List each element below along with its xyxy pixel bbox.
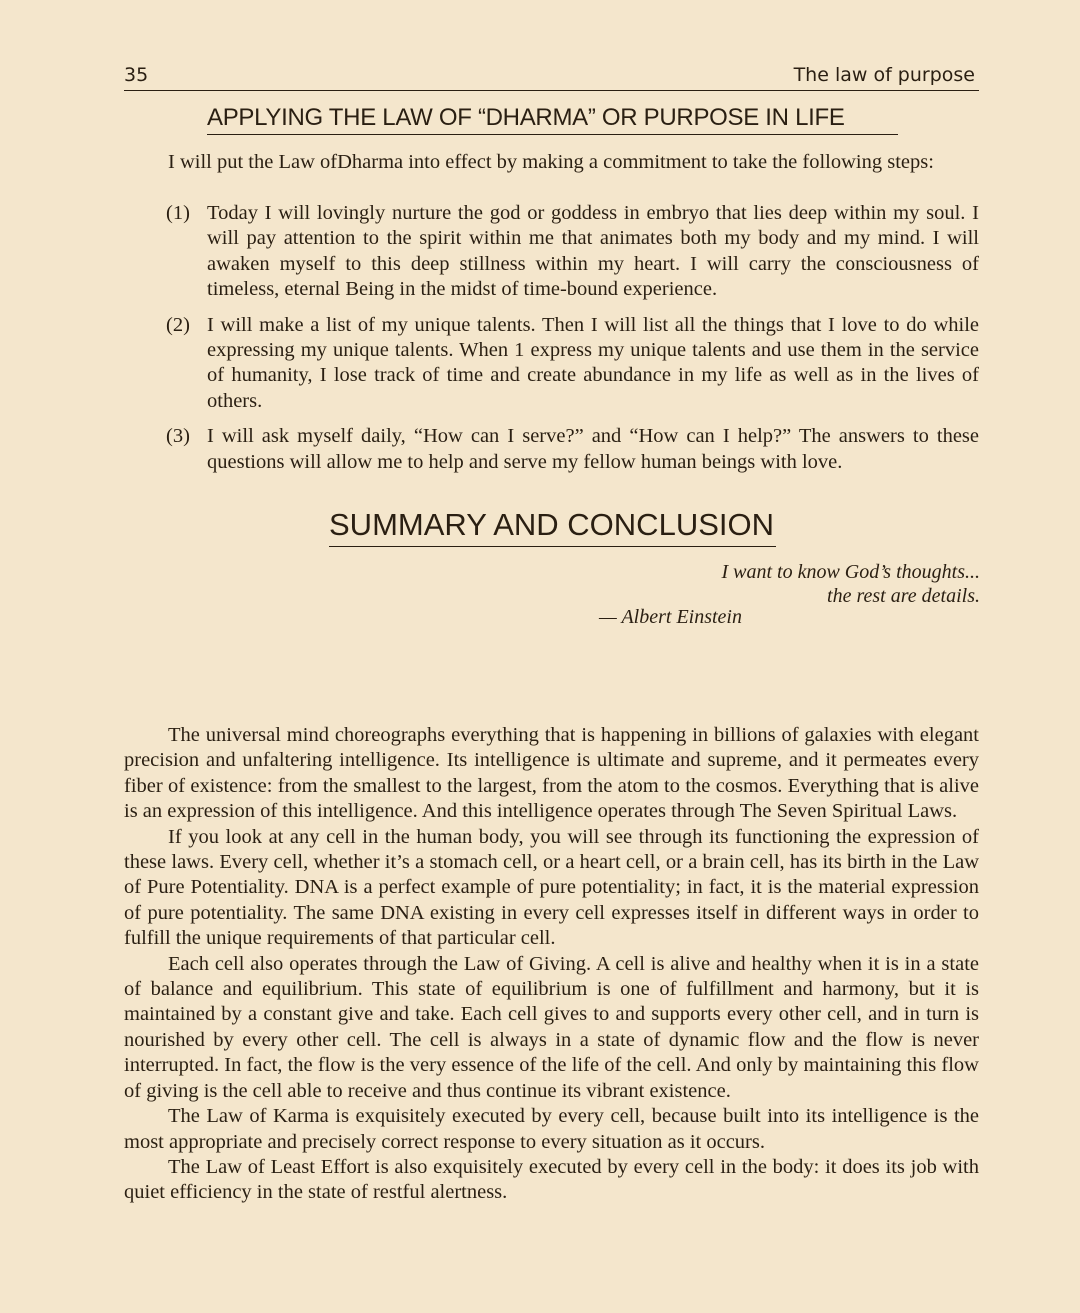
epigraph-attribution: — Albert Einstein	[599, 606, 742, 628]
body-paragraph: The Law of Karma is exquisitely executed by every cell, because built into its intelligence is the most appropriate and precisely correct response to every situation as it occurs.	[124, 1105, 979, 1153]
step-number: (2)	[166, 313, 190, 336]
list-item	[124, 424, 979, 475]
intro-paragraph: I will put the Law ofDharma into effect by making a commitment to take the following steps:	[168, 151, 934, 173]
running-head	[124, 64, 979, 91]
step-number: (3)	[166, 425, 190, 448]
body-paragraph: The universal mind choreographs everything that is happening in billions of galaxies with elegant precision and unfaltering intelligence. Its intelligence is ultimate and supreme, and it permeates every fiber of existence: from the smallest to the largest, from the atom to the cosmos. Everything that is alive is an expression of this intelligence. And this intelligence operates through The Seven Spiritual Laws.	[124, 724, 979, 823]
list-item	[124, 313, 979, 415]
steps-list	[124, 201, 979, 485]
section-heading: APPLYING THE LAW OF “DHARMA” OR PURPOSE IN LIFE	[207, 104, 898, 135]
epigraph	[560, 560, 980, 608]
chapter-title: The law of purpose	[793, 64, 975, 86]
list-item	[124, 201, 979, 303]
summary-body	[124, 723, 979, 1206]
summary-heading: SUMMARY AND CONCLUSION	[329, 507, 776, 547]
page-number: 35	[124, 64, 149, 86]
step-number: (1)	[166, 202, 190, 224]
step-text: I will ask myself daily, “How can I serve?” and “How can I help?” The answers to these questions will allow me to help and serve my fellow human beings with love.	[207, 425, 979, 473]
epigraph-line: the rest are details.	[827, 585, 980, 607]
step-text: Today I will lovingly nurture the god or goddess in embryo that lies deep within my soul. I will pay attention to the spirit within me that animates both my body and my mind. I will awaken myself to this deep stillness within my heart. I will carry the consciousness of timeless, eternal Being in the midst of time-bound experience.	[207, 202, 979, 301]
body-paragraph: The Law of Least Effort is also exquisitely executed by every cell in the body: it does its job with quiet efficiency in the state of restful alertness.	[124, 1155, 979, 1204]
body-paragraph: Each cell also operates through the Law of Giving. A cell is alive and healthy when it is in a state of balance and equilibrium. This state of equilibrium is one of fulfillment and harmony, but it is maintained by a constant give and take. Each cell gives to and supports every other cell, and in turn is nourished by every other cell. The cell is always in a state of dynamic flow and the flow is never interrupted. In fact, the flow is the very essence of the life of the cell. And only by maintaining this flow of giving is the cell able to receive and thus continue its vibrant existence.	[124, 952, 979, 1102]
step-text: I will make a list of my unique talents. Then I will list all the things that I love to do while expressing my unique talents. When 1 express my unique talents and use them in the service of humanity, I lose track of time and create abundance in my life as well as in the lives of others.	[207, 313, 979, 412]
body-paragraph: If you look at any cell in the human body, you will see through its functioning the expression of these laws. Every cell, whether it’s a stomach cell, or a heart cell, or a brain cell, has its birth in the Law of Pure Potentiality. DNA is a perfect example of pure potentiality; in fact, it is the material expression of pure potentiality. The same DNA existing in every cell expresses itself in different ways in order to fulfill the unique requirements of that particular cell.	[124, 825, 979, 950]
epigraph-line: I want to know God’s thoughts...	[721, 561, 980, 583]
